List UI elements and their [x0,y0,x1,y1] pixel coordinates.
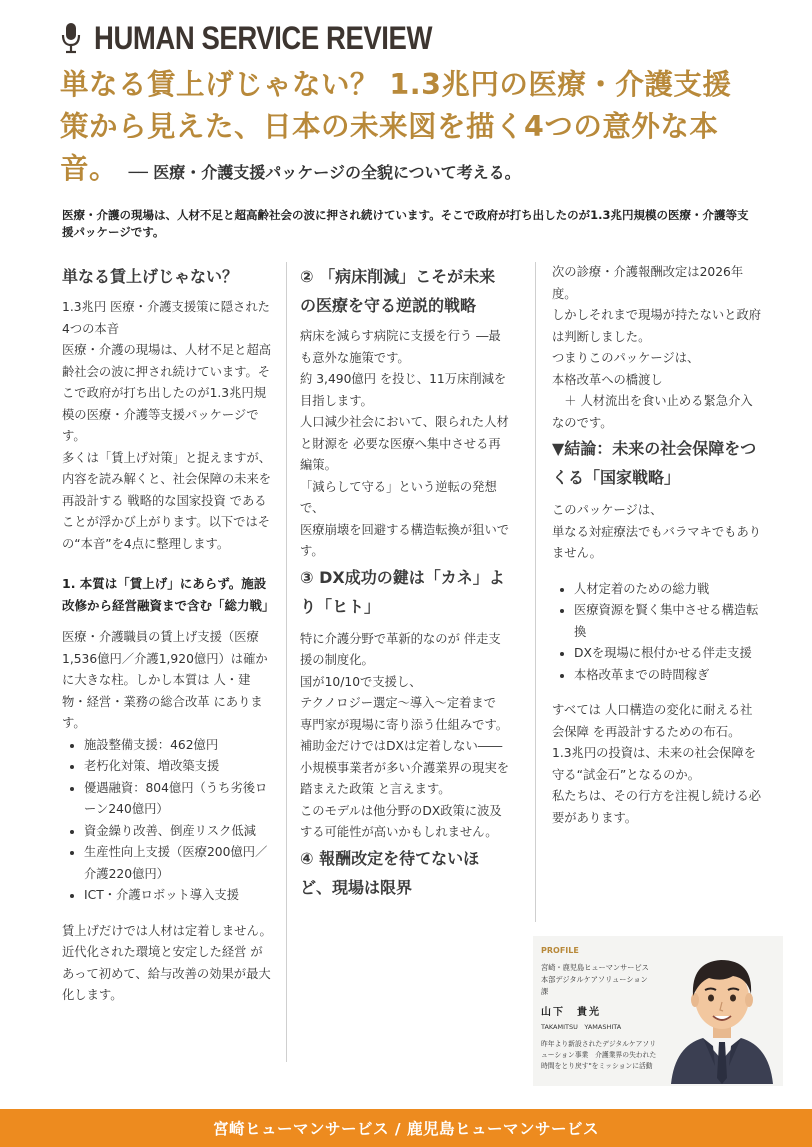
list-item: • DXを現場に根付かせる伴走支援 [574,643,762,665]
intro-line: 多くは「賃上げ対策」と捉えますが、内容を読み解くと、社会保障の未来を再設計する 戦略的な国家投資 であることが浮かび上がります。以下ではその“本音”を4点に整理します。 [62,450,272,551]
column-2 [300,262,510,902]
list-item: • 生産性向上支援（医療200億円／介護220億円） [84,842,272,885]
list-item: • 施設整備支援：462億円 [84,735,272,757]
body-text: 本格改革への橋渡し [552,372,663,387]
intro-line: 医療・介護の現場は、人材不足と超高齢社会の波に押され続けています。そこで政府が打ち出したのが1.3兆円規模の医療・介護等支援パッケージです。 [62,343,272,443]
profile-name: 山下 貴光 [541,1007,601,1018]
body-text: テクノロジー選定〜導入〜定着まで 専門家が現場に寄り添う仕組みです。 [300,696,509,732]
body-text: 医療崩壊を回避する構造転換が狙いです。 [300,522,510,558]
portrait-illustration [663,938,781,1084]
body-text: このモデルは他分野のDX政策に波及する可能性が高いかもしれません。 [300,803,502,839]
section-heading: ④ 報酬改定を待てないほど、現場は限界 [300,848,480,897]
section-heading: ▼結論：未来の社会保障をつくる「国家戦略」 [552,439,757,487]
body-text: 約 3,490億円 を投じ、11万床削減を目指します。 [300,372,507,408]
section-heading: ③ DX成功の鍵は「カネ」より「ヒト」 [300,567,505,616]
profile-title: PROFILE [541,946,579,955]
column-divider [286,262,287,1062]
column-3 [552,262,762,829]
body-text: 医療・介護職員の賃上げ支援（医療1,536億円／介護1,920億円）は確かに大きな柱。しかし本質は 人・建物・経営・業務の総合改革 にあります。 [62,630,268,730]
body-text: 「減らして守る」という逆転の発想で、 [300,479,497,515]
body-text: 国が10/10で支援し、 [300,674,422,689]
body-text: つまりこのパッケージは、 [552,351,700,365]
profile-card [533,936,783,1086]
body-text: しかしそれまで現場が持たないと政府は判断しました。 [552,308,762,344]
list-item: • 資金繰り改善、倒産リスク低減 [84,821,272,843]
section-heading: ② 「病床削減」こそが未来の医療を守る逆説的戦略 [300,267,496,315]
column-divider [535,262,536,922]
body-text: なのです。 [552,415,613,430]
body-text: このパッケージは、 [552,503,663,517]
body-text: 病床を減らす病院に支援を行う ―最も意外な施策です。 [300,329,501,365]
microphone-icon [60,21,82,55]
profile-department: 宮崎・鹿児島ヒューマンサービス 本部デジタルケアソリューション課 [541,963,657,996]
list-item: • 老朽化対策、増改築支援 [84,756,272,778]
body-text: 単なる対症療法でもバラマキでもありません。 [552,524,762,560]
bullet-list [62,735,272,907]
lead-paragraph: 医療・介護の現場は、人材不足と超高齢社会の波に押され続けています。そこで政府が打ち出したのが1.3兆円規模の医療・介護等支援パッケージです。 [62,208,749,239]
masthead [60,18,487,58]
body-text: 特に介護分野で革新的なのが 伴走支援の制度化。 [300,631,501,667]
body-text: ＋ 人材流出を食い止める緊急介入 [552,394,753,408]
body-text: 人口減少社会において、限られた人材と財源を 必要な医療へ集中させる再編策。 [300,415,509,472]
bullet-list [552,579,762,687]
section-heading: 単なる賃上げじゃない？ [62,267,239,286]
column-1 [62,262,275,1007]
headline [60,64,760,194]
body-text: 私たちは、その行方を注視し続ける必要があります。 [552,789,762,825]
list-item: • 人材定着のための総力戦 [574,579,762,601]
profile-name-romaji: TAKAMITSU YAMASHITA [541,1023,622,1031]
body-text: 近代化された環境と安定した経営 があって初めて、給与改善の効果が最大化します。 [62,945,271,1002]
profile-description: 昨年より新設されたデジタルケアソリューション事業 介護業界の失われた時間をとり戻す"をミッションに活動 [541,1040,657,1070]
list-item: • 医療資源を賢く集中させる構造転換 [574,600,762,643]
list-item: • 本格改革までの時間稼ぎ [574,665,762,687]
brand-title: HUMAN SERVICE REVIEW [94,19,432,56]
headline-subtitle: ── 医療・介護支援パッケージの全貌について考える。 [128,163,521,182]
body-text: 補助金だけではDXは定着しない―― [300,739,503,753]
section-heading: 1. 本質は「賃上げ」にあらず。施設改修から経営融資まで含む「総力戦」 [62,576,275,613]
body-text: 次の診療・介護報酬改定は2026年度。 [552,265,744,301]
body-text: 小規模事業者が多い介護業界の現実を踏まえた政策 と言えます。 [300,760,510,796]
headline-main: 単なる賃上げじゃない？ 1.3兆円の医療・介護支援策から見えた、日本の未来図を描く4つの意外な本音。 [60,68,732,185]
list-item: • 優遇融資：804億円（うち劣後ローン240億円） [84,778,272,821]
intro-line: 1.3兆円 医療・介護支援策に隠された4つの本音 [62,300,270,336]
body-text: 1.3兆円の投資は、未来の社会保障を守る“試金石”となるのか。 [552,746,757,782]
list-item: • ICT・介護ロボット導入支援 [84,885,272,907]
body-text: すべては 人口構造の変化に耐える社会保障 を再設計するための布石。 [552,703,753,739]
footer-text: 宮崎ヒューマンサービス / 鹿児島ヒューマンサービス [213,1120,599,1138]
footer-bar [0,1109,812,1147]
body-text: 賃上げだけでは人材は定着しません。 [62,923,272,938]
